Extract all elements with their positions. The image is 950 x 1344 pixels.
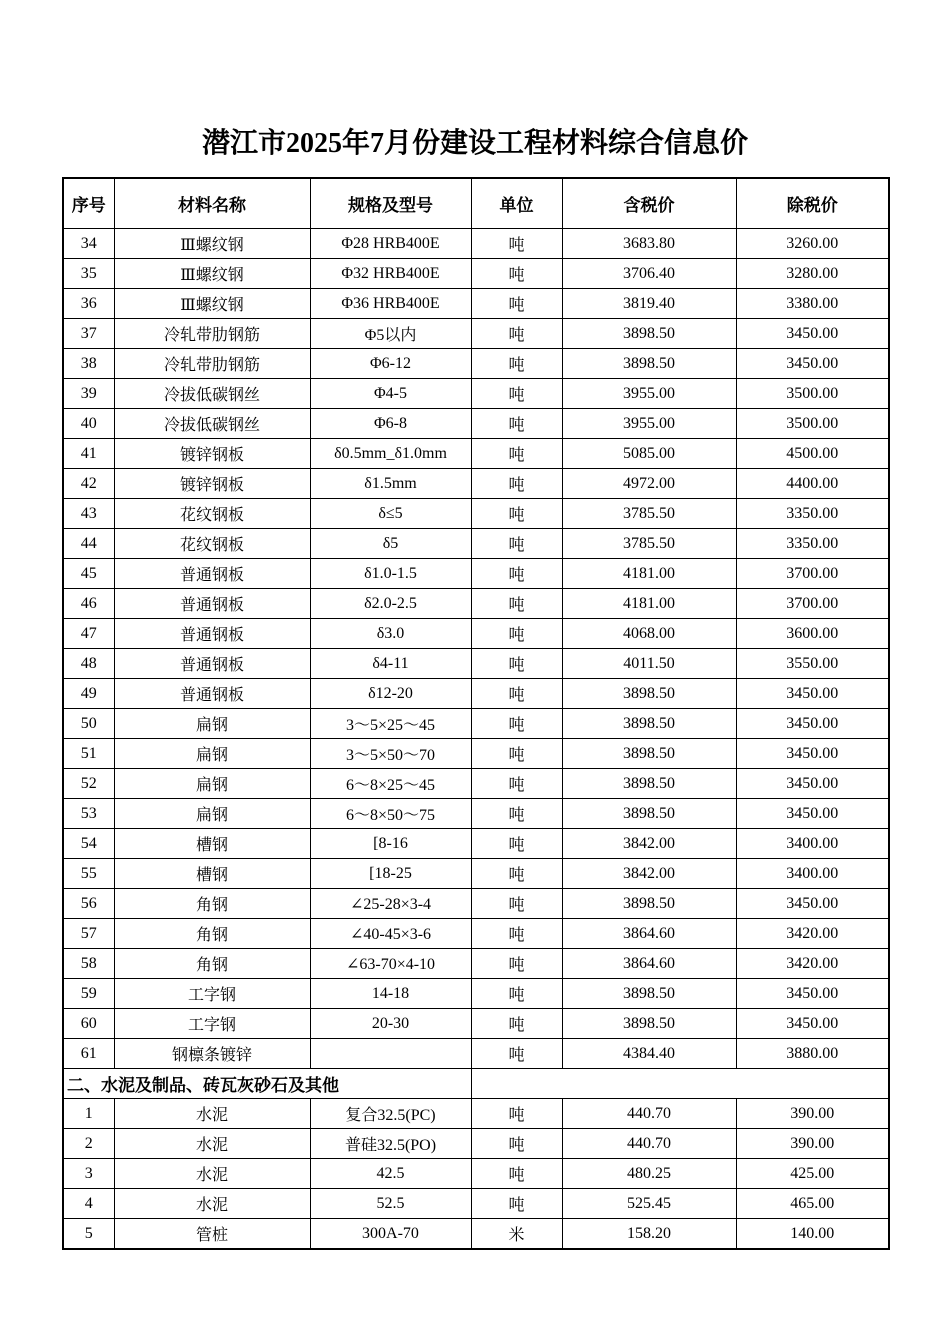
- cell-price-with-tax: 3898.50: [562, 319, 736, 349]
- cell-price-with-tax: 3706.40: [562, 259, 736, 289]
- cell-spec: 20-30: [310, 1009, 471, 1039]
- cell-name: 管桩: [114, 1219, 310, 1250]
- cell-price-without-tax: 3700.00: [736, 559, 889, 589]
- cell-price-without-tax: 3500.00: [736, 409, 889, 439]
- cell-price-with-tax: 4384.40: [562, 1039, 736, 1069]
- cell-unit: 吨: [471, 229, 562, 259]
- cell-price-without-tax: 3380.00: [736, 289, 889, 319]
- cell-spec: 复合32.5(PC): [310, 1099, 471, 1129]
- table-row: [63, 1219, 889, 1250]
- cell-price-with-tax: 3898.50: [562, 679, 736, 709]
- cell-price-without-tax: 140.00: [736, 1219, 889, 1250]
- cell-price-with-tax: 3842.00: [562, 829, 736, 859]
- cell-no: 37: [63, 319, 114, 349]
- material-price-table: [62, 177, 890, 1250]
- table-row: [63, 619, 889, 649]
- cell-spec: δ0.5mm_δ1.0mm: [310, 439, 471, 469]
- cell-unit: 吨: [471, 379, 562, 409]
- cell-spec: 6～8×50～75: [310, 799, 471, 829]
- cell-spec: Φ32 HRB400E: [310, 259, 471, 289]
- cell-no: 46: [63, 589, 114, 619]
- cell-spec: δ1.0-1.5: [310, 559, 471, 589]
- cell-price-with-tax: 4011.50: [562, 649, 736, 679]
- cell-price-with-tax: 3898.50: [562, 799, 736, 829]
- table-row: [63, 469, 889, 499]
- cell-spec: [8-16: [310, 829, 471, 859]
- column-header-spec: 规格及型号: [310, 178, 471, 229]
- cell-price-with-tax: 4181.00: [562, 559, 736, 589]
- cell-price-without-tax: 3550.00: [736, 649, 889, 679]
- table-row: [63, 439, 889, 469]
- cell-unit: 吨: [471, 799, 562, 829]
- table-row: [63, 1039, 889, 1069]
- cell-name: 工字钢: [114, 979, 310, 1009]
- cell-no: 41: [63, 439, 114, 469]
- cell-unit: 吨: [471, 709, 562, 739]
- cell-no: 53: [63, 799, 114, 829]
- cell-name: 水泥: [114, 1099, 310, 1129]
- cell-no: 56: [63, 889, 114, 919]
- table-row: [63, 739, 889, 769]
- cell-price-with-tax: 3898.50: [562, 769, 736, 799]
- cell-no: 4: [63, 1189, 114, 1219]
- cell-no: 34: [63, 229, 114, 259]
- cell-price-without-tax: 4400.00: [736, 469, 889, 499]
- cell-spec: δ5: [310, 529, 471, 559]
- table-row: [63, 1159, 889, 1189]
- cell-name: 水泥: [114, 1129, 310, 1159]
- cell-spec: δ12-20: [310, 679, 471, 709]
- table-row: [63, 679, 889, 709]
- cell-price-without-tax: 3260.00: [736, 229, 889, 259]
- cell-name: 花纹钢板: [114, 499, 310, 529]
- column-header-no: 序号: [63, 178, 114, 229]
- cell-no: 58: [63, 949, 114, 979]
- cell-no: 39: [63, 379, 114, 409]
- cell-unit: 吨: [471, 829, 562, 859]
- cell-name: Ⅲ螺纹钢: [114, 289, 310, 319]
- cell-unit: 吨: [471, 1009, 562, 1039]
- cell-spec: Φ36 HRB400E: [310, 289, 471, 319]
- cell-no: 42: [63, 469, 114, 499]
- cell-no: 54: [63, 829, 114, 859]
- cell-unit: 吨: [471, 979, 562, 1009]
- cell-unit: 吨: [471, 949, 562, 979]
- cell-price-without-tax: 3450.00: [736, 319, 889, 349]
- table-row: [63, 289, 889, 319]
- cell-name: 角钢: [114, 949, 310, 979]
- cell-price-without-tax: 3400.00: [736, 829, 889, 859]
- cell-no: 45: [63, 559, 114, 589]
- cell-price-with-tax: 3864.60: [562, 949, 736, 979]
- cell-price-without-tax: 3420.00: [736, 949, 889, 979]
- cell-name: 冷拔低碳钢丝: [114, 409, 310, 439]
- cell-unit: 吨: [471, 919, 562, 949]
- cell-unit: 吨: [471, 499, 562, 529]
- cell-spec: Φ28 HRB400E: [310, 229, 471, 259]
- table-row: [63, 1129, 889, 1159]
- cell-name: 普通钢板: [114, 559, 310, 589]
- table-row: [63, 1099, 889, 1129]
- cell-unit: 吨: [471, 1129, 562, 1159]
- cell-no: 55: [63, 859, 114, 889]
- column-header-name: 材料名称: [114, 178, 310, 229]
- cell-spec: δ≤5: [310, 499, 471, 529]
- cell-price-without-tax: 3450.00: [736, 1009, 889, 1039]
- cell-spec: [310, 1039, 471, 1069]
- cell-price-with-tax: 440.70: [562, 1129, 736, 1159]
- cell-price-without-tax: 3450.00: [736, 979, 889, 1009]
- cell-price-without-tax: 3280.00: [736, 259, 889, 289]
- cell-no: 57: [63, 919, 114, 949]
- cell-price-with-tax: 4181.00: [562, 589, 736, 619]
- cell-price-with-tax: 3898.50: [562, 739, 736, 769]
- table-row: [63, 559, 889, 589]
- table-row: [63, 649, 889, 679]
- page-title: 潜江市2025年7月份建设工程材料综合信息价: [201, 128, 748, 159]
- cell-price-without-tax: 4500.00: [736, 439, 889, 469]
- cell-spec: 14-18: [310, 979, 471, 1009]
- cell-unit: 吨: [471, 1039, 562, 1069]
- cell-no: 47: [63, 619, 114, 649]
- table-row: [63, 529, 889, 559]
- column-header-price-with-tax: 含税价: [562, 178, 736, 229]
- cell-price-without-tax: 3350.00: [736, 499, 889, 529]
- cell-name: 普通钢板: [114, 679, 310, 709]
- cell-spec: Φ6-12: [310, 349, 471, 379]
- cell-name: 角钢: [114, 889, 310, 919]
- table-row: [63, 379, 889, 409]
- cell-price-with-tax: 3683.80: [562, 229, 736, 259]
- cell-spec: 300A-70: [310, 1219, 471, 1250]
- column-header-price-without-tax: 除税价: [736, 178, 889, 229]
- cell-name: 扁钢: [114, 709, 310, 739]
- cell-price-with-tax: 3785.50: [562, 529, 736, 559]
- cell-name: 普通钢板: [114, 649, 310, 679]
- cell-price-with-tax: 440.70: [562, 1099, 736, 1129]
- cell-price-without-tax: 3600.00: [736, 619, 889, 649]
- cell-price-with-tax: 3898.50: [562, 889, 736, 919]
- cell-no: 48: [63, 649, 114, 679]
- cell-price-with-tax: 3785.50: [562, 499, 736, 529]
- cell-unit: 吨: [471, 319, 562, 349]
- section-title: 二、水泥及制品、砖瓦灰砂石及其他: [63, 1069, 471, 1099]
- cell-no: 61: [63, 1039, 114, 1069]
- cell-spec: δ3.0: [310, 619, 471, 649]
- cell-no: 43: [63, 499, 114, 529]
- cell-price-with-tax: 3898.50: [562, 979, 736, 1009]
- table-row: [63, 319, 889, 349]
- cell-no: 1: [63, 1099, 114, 1129]
- cell-price-without-tax: 3450.00: [736, 739, 889, 769]
- cell-name: Ⅲ螺纹钢: [114, 259, 310, 289]
- cell-unit: 吨: [471, 859, 562, 889]
- cell-name: Ⅲ螺纹钢: [114, 229, 310, 259]
- table-row: [63, 1009, 889, 1039]
- cell-unit: 吨: [471, 589, 562, 619]
- cell-price-with-tax: 3898.50: [562, 349, 736, 379]
- cell-unit: 吨: [471, 559, 562, 589]
- cell-price-with-tax: 158.20: [562, 1219, 736, 1250]
- cell-no: 60: [63, 1009, 114, 1039]
- cell-unit: 吨: [471, 289, 562, 319]
- cell-no: 2: [63, 1129, 114, 1159]
- cell-unit: 吨: [471, 349, 562, 379]
- cell-price-without-tax: 3500.00: [736, 379, 889, 409]
- cell-price-with-tax: 3955.00: [562, 409, 736, 439]
- cell-price-with-tax: 3819.40: [562, 289, 736, 319]
- cell-no: 35: [63, 259, 114, 289]
- table-row: [63, 919, 889, 949]
- table-row: [63, 409, 889, 439]
- cell-price-without-tax: 390.00: [736, 1129, 889, 1159]
- cell-unit: 吨: [471, 529, 562, 559]
- cell-price-without-tax: 3400.00: [736, 859, 889, 889]
- cell-no: 3: [63, 1159, 114, 1189]
- cell-no: 44: [63, 529, 114, 559]
- cell-spec: ∠25-28×3-4: [310, 889, 471, 919]
- cell-price-without-tax: 3350.00: [736, 529, 889, 559]
- cell-name: 钢檩条镀锌: [114, 1039, 310, 1069]
- cell-name: 普通钢板: [114, 589, 310, 619]
- cell-name: 冷轧带肋钢筋: [114, 319, 310, 349]
- cell-unit: 吨: [471, 1189, 562, 1219]
- cell-name: 扁钢: [114, 769, 310, 799]
- cell-price-without-tax: 3420.00: [736, 919, 889, 949]
- cell-unit: 吨: [471, 1159, 562, 1189]
- cell-no: 5: [63, 1219, 114, 1250]
- cell-spec: δ1.5mm: [310, 469, 471, 499]
- cell-price-with-tax: 480.25: [562, 1159, 736, 1189]
- cell-price-with-tax: 3955.00: [562, 379, 736, 409]
- cell-price-with-tax: 3864.60: [562, 919, 736, 949]
- cell-name: 冷轧带肋钢筋: [114, 349, 310, 379]
- cell-unit: 吨: [471, 469, 562, 499]
- cell-unit: 吨: [471, 739, 562, 769]
- cell-unit: 吨: [471, 679, 562, 709]
- cell-price-without-tax: 465.00: [736, 1189, 889, 1219]
- table-row: [63, 499, 889, 529]
- table-header: [63, 178, 889, 229]
- table-row: [63, 799, 889, 829]
- cell-price-with-tax: 3898.50: [562, 709, 736, 739]
- cell-unit: 吨: [471, 1099, 562, 1129]
- cell-name: 槽钢: [114, 829, 310, 859]
- cell-name: 扁钢: [114, 739, 310, 769]
- cell-price-with-tax: 5085.00: [562, 439, 736, 469]
- cell-price-with-tax: 3898.50: [562, 1009, 736, 1039]
- section-header-row: [63, 1069, 889, 1099]
- cell-unit: 吨: [471, 889, 562, 919]
- cell-name: 普通钢板: [114, 619, 310, 649]
- cell-name: 镀锌钢板: [114, 439, 310, 469]
- cell-spec: 6～8×25～45: [310, 769, 471, 799]
- cell-name: 槽钢: [114, 859, 310, 889]
- cell-name: 镀锌钢板: [114, 469, 310, 499]
- cell-unit: 吨: [471, 409, 562, 439]
- cell-price-without-tax: 3450.00: [736, 679, 889, 709]
- table-row: [63, 889, 889, 919]
- cell-no: 49: [63, 679, 114, 709]
- cell-unit: 吨: [471, 439, 562, 469]
- cell-no: 38: [63, 349, 114, 379]
- cell-no: 59: [63, 979, 114, 1009]
- cell-name: 水泥: [114, 1159, 310, 1189]
- table-row: [63, 949, 889, 979]
- cell-price-with-tax: 525.45: [562, 1189, 736, 1219]
- table-body: [63, 229, 889, 1250]
- cell-name: 工字钢: [114, 1009, 310, 1039]
- table-row: [63, 829, 889, 859]
- cell-spec: ∠63-70×4-10: [310, 949, 471, 979]
- table-row: [63, 349, 889, 379]
- table-row: [63, 1189, 889, 1219]
- cell-spec: δ2.0-2.5: [310, 589, 471, 619]
- cell-no: 51: [63, 739, 114, 769]
- cell-name: 角钢: [114, 919, 310, 949]
- cell-name: 冷拔低碳钢丝: [114, 379, 310, 409]
- cell-unit: 吨: [471, 769, 562, 799]
- cell-spec: δ4-11: [310, 649, 471, 679]
- cell-unit: 吨: [471, 649, 562, 679]
- cell-spec: 42.5: [310, 1159, 471, 1189]
- cell-unit: 吨: [471, 259, 562, 289]
- cell-name: 水泥: [114, 1189, 310, 1219]
- cell-spec: Φ6-8: [310, 409, 471, 439]
- cell-price-without-tax: 390.00: [736, 1099, 889, 1129]
- cell-price-with-tax: 3842.00: [562, 859, 736, 889]
- cell-price-without-tax: 3450.00: [736, 709, 889, 739]
- table-row: [63, 709, 889, 739]
- cell-price-with-tax: 4972.00: [562, 469, 736, 499]
- cell-no: 50: [63, 709, 114, 739]
- cell-price-without-tax: 3450.00: [736, 889, 889, 919]
- table-row: [63, 859, 889, 889]
- cell-price-without-tax: 3700.00: [736, 589, 889, 619]
- table-row: [63, 229, 889, 259]
- cell-spec: [18-25: [310, 859, 471, 889]
- cell-spec: 3～5×25～45: [310, 709, 471, 739]
- cell-name: 花纹钢板: [114, 529, 310, 559]
- cell-price-with-tax: 4068.00: [562, 619, 736, 649]
- section-title-spacer: [471, 1069, 889, 1099]
- cell-no: 36: [63, 289, 114, 319]
- table-row: [63, 589, 889, 619]
- cell-name: 扁钢: [114, 799, 310, 829]
- cell-price-without-tax: 425.00: [736, 1159, 889, 1189]
- table-row: [63, 259, 889, 289]
- cell-no: 52: [63, 769, 114, 799]
- cell-spec: Φ4-5: [310, 379, 471, 409]
- cell-price-without-tax: 3450.00: [736, 349, 889, 379]
- cell-price-without-tax: 3450.00: [736, 769, 889, 799]
- cell-unit: 吨: [471, 619, 562, 649]
- cell-spec: 普硅32.5(PO): [310, 1129, 471, 1159]
- cell-price-without-tax: 3880.00: [736, 1039, 889, 1069]
- cell-no: 40: [63, 409, 114, 439]
- table-row: [63, 769, 889, 799]
- table-row: [63, 979, 889, 1009]
- cell-spec: 52.5: [310, 1189, 471, 1219]
- cell-spec: Φ5以内: [310, 319, 471, 349]
- cell-spec: 3～5×50～70: [310, 739, 471, 769]
- cell-unit: 米: [471, 1219, 562, 1250]
- column-header-unit: 单位: [471, 178, 562, 229]
- cell-price-without-tax: 3450.00: [736, 799, 889, 829]
- header-row: [63, 178, 889, 229]
- cell-spec: ∠40-45×3-6: [310, 919, 471, 949]
